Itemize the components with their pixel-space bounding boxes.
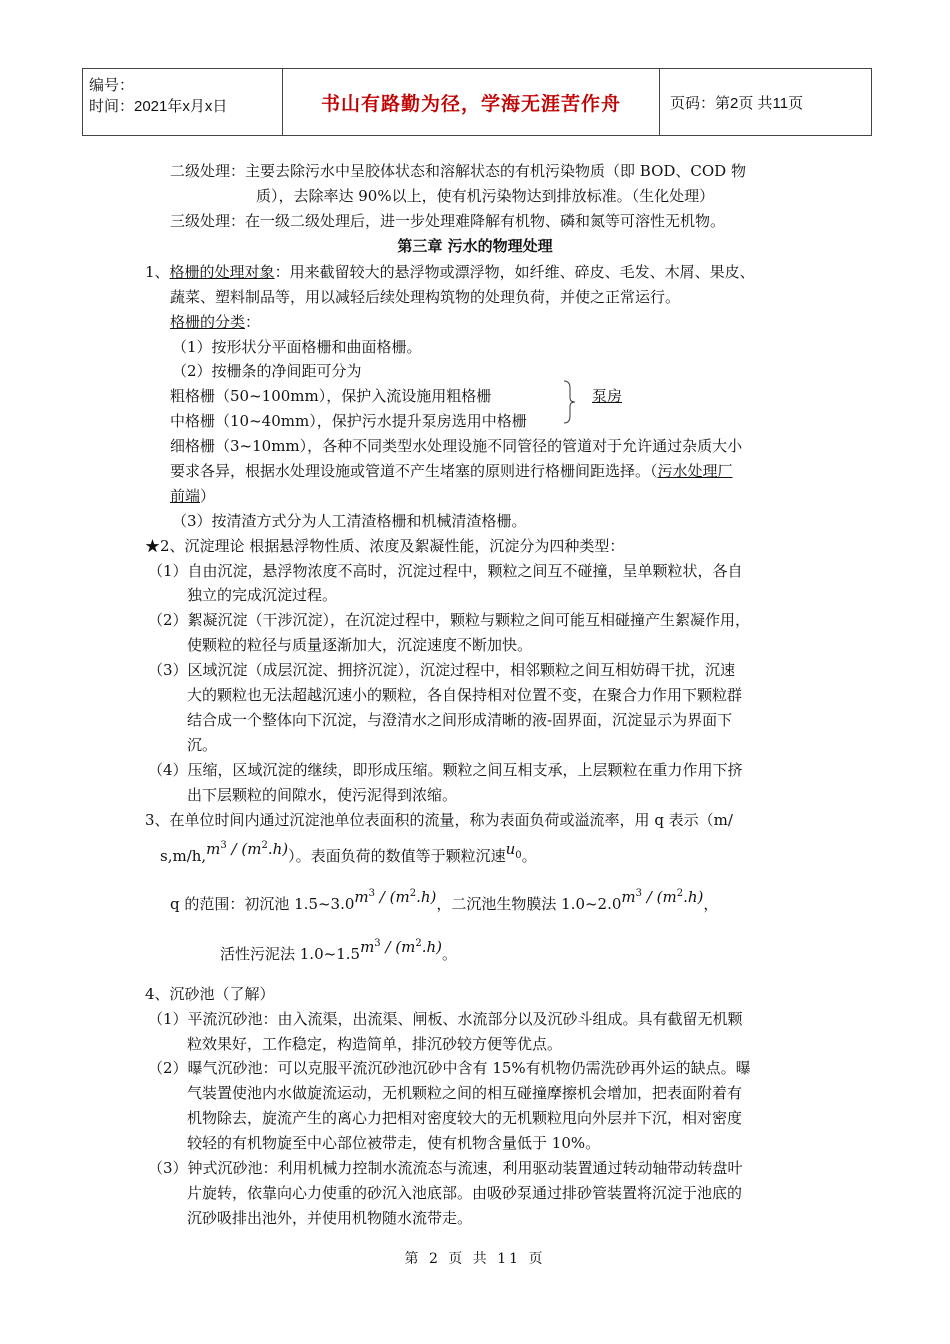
- para-line: （2）按栅条的净间距可分为: [172, 362, 362, 380]
- u: u: [505, 840, 516, 858]
- h: .h): [421, 938, 442, 956]
- page-footer: 第 2 页 共 11 页: [404, 1251, 546, 1267]
- para-line: 中格栅（10~40mm），保护污水提升泵房选用中格栅: [170, 412, 527, 430]
- item-2-sedimentation: ★2、沉淀理论 根据悬浮物性质、浓度及絮凝性能，沉淀分为四种类型：: [145, 537, 625, 555]
- text: ，二沉池生物膜法 1.0~2.0: [436, 895, 622, 913]
- grille-classification: [170, 312, 260, 332]
- para-secondary-treatment: 二级处理：主要去除污水中呈胶体状态和溶解状态的有机污染物质（即 BOD、COD 物: [170, 162, 746, 180]
- item-text: ：用来截留较大的悬浮物或漂浮物，如纤维、碎皮、毛发、木屑、果皮、: [274, 263, 755, 281]
- text: 。: [521, 847, 537, 865]
- m: m: [354, 888, 369, 906]
- para-line: 粒效果好，工作稳定，构造简单，排沉砂较方便等优点。: [187, 1035, 563, 1053]
- para-line: （3）按清渣方式分为人工清渣格栅和机械清渣格栅。: [172, 512, 527, 530]
- pump-room-label: 泵房: [592, 387, 623, 405]
- para-line: 较轻的有机物旋至中心部位被带走，使有机物含量低于 10%。: [187, 1134, 601, 1152]
- grille-class-term: 格栅的分类: [170, 313, 246, 331]
- item-4-grit-chamber: 4、沉砂池（了解）: [145, 985, 275, 1003]
- para-line: （3）区域沉淀（成层沉淀、拥挤沉淀），沉淀过程中，相邻颗粒之间互相妨碍干扰，沉速: [148, 661, 736, 679]
- para-line: [170, 461, 733, 481]
- para-line: 气装置使池内水做旋流运动，无机颗粒之间的相互碰撞摩擦机会增加，把表面附着有: [187, 1084, 743, 1102]
- header-meta: [83, 69, 283, 135]
- underlined-term: 污水处理厂: [657, 462, 733, 480]
- h: .h): [267, 840, 289, 858]
- para-line: （2）絮凝沉淀（干涉沉淀），在沉淀过程中，颗粒与颗粒之间可能互相碰撞产生絮凝作用，: [148, 611, 751, 629]
- unit-formula: $m^3 / (m^2.h)$: [621, 888, 704, 906]
- slash: / (m: [226, 840, 262, 858]
- m: m: [621, 888, 636, 906]
- surface-load-units: [160, 840, 537, 873]
- slash: / (m: [380, 938, 416, 956]
- text: s,m/h,: [160, 847, 207, 865]
- para-line: （1）按形状分平面格栅和曲面格栅。: [172, 338, 422, 356]
- m: m: [360, 938, 375, 956]
- para-line: 蔬菜、塑料制品等，用以减轻后续处理构筑物的处理负荷，并使之正常运行。: [170, 288, 681, 306]
- item-1-grille: [145, 262, 755, 282]
- settling-velocity-symbol: [505, 840, 522, 861]
- para-line: 沉砂吸排出池外，并使用机物随水流带走。: [187, 1209, 473, 1227]
- unit-formula: $m^3 / (m^2.h)$: [360, 938, 442, 956]
- q-range: [170, 888, 719, 914]
- para-line: 结合成一个整体向下沉淀，与澄清水之间形成清晰的液-固界面，沉淀显示为界面下: [187, 711, 733, 729]
- colon: ：: [245, 313, 261, 331]
- slash: / (m: [375, 888, 410, 906]
- time-label: 时间：2021年x月x日: [89, 98, 228, 115]
- text: ）: [200, 487, 216, 505]
- para-line: （1）自由沉淀，悬浮物浓度不高时，沉淀过程中，颗粒之间互不碰撞，呈单颗粒状，各自: [148, 562, 743, 580]
- slash: / (m: [642, 888, 677, 906]
- text: ）。表面负荷的数值等于颗粒沉速: [288, 847, 506, 865]
- para-line: 独立的完成沉淀过程。: [187, 586, 338, 604]
- page-header: [82, 68, 872, 136]
- h: .h): [683, 888, 704, 906]
- header-motto: 书山有路勤为径，学海无涯苦作舟: [283, 69, 660, 135]
- para-line: 片旋转，依靠向心力使重的砂沉入池底部。由吸砂泵通过排砂管装置将沉淀于池底的: [187, 1184, 743, 1202]
- h: .h): [416, 888, 437, 906]
- text: q 的范围：初沉池 1.5~3.0: [170, 895, 355, 913]
- para-line: 质），去除率达 90%以上，使有机污染物达到排放标准。（生化处理）: [256, 187, 715, 205]
- activated-sludge-range: [220, 938, 458, 964]
- brace-icon: [562, 380, 576, 424]
- item-3-surface-load: 3、在单位时间内通过沉淀池单位表面积的流量，称为表面负荷或溢流率，用 q 表示（m/: [145, 811, 733, 829]
- para-line: 细格栅（3~10mm），各种不同类型水处理设施不同管径的管道对于允许通过杂质大小: [170, 437, 743, 455]
- unit-formula: $m^3 / (m^2.h)$: [354, 888, 437, 906]
- para-line: （1）平流沉砂池：由入流渠，出流渠、闸板、水流部分以及沉砂斗组成。具有截留无机颗: [148, 1010, 743, 1028]
- para-line: 使颗粒的粒径与质量逐渐加大，沉淀速度不断加快。: [187, 636, 533, 654]
- chapter-title: 第三章 污水的物理处理: [397, 237, 553, 255]
- para-line: （2）曝气沉砂池：可以克服平流沉砂池沉砂中含有 15%有机物仍需洗砂再外运的缺点。曝: [148, 1059, 751, 1077]
- para-line: 大的颗粒也无法超越沉速小的颗粒，各自保持相对位置不变，在聚合力作用下颗粒群: [187, 686, 743, 704]
- item-number: 1、: [145, 263, 170, 281]
- sub: 0: [515, 850, 522, 861]
- para-line: （4）压缩，区域沉淀的继续，即形成压缩。颗粒之间互相支承，上层颗粒在重力作用下挤: [148, 761, 743, 779]
- para-tertiary-treatment: 三级处理：在一级二级处理后，进一步处理难降解有机物、磷和氮等可溶性无机物。: [170, 212, 726, 230]
- text: ，: [703, 895, 719, 913]
- para-line: 粗格栅（50~100mm），保护入流设施用粗格栅: [170, 387, 492, 405]
- text: 活性污泥法 1.0~1.5: [220, 945, 361, 963]
- grille-object-term: 格栅的处理对象: [169, 263, 275, 281]
- text: 要求各异，根据水处理设施或管道不产生堵塞的原则进行格栅间距选择。（: [170, 462, 658, 480]
- para-line: 出下层颗粒的间隙水，使污泥得到浓缩。: [187, 786, 458, 804]
- para-line: [170, 486, 215, 506]
- para-line: 沉。: [187, 736, 218, 754]
- para-line: （3）钟式沉砂池：利用机械力控制水流流态与流速，利用驱动装置通过转动轴带动转盘叶: [148, 1159, 743, 1177]
- text: 。: [442, 945, 458, 963]
- underlined-term: 前端: [170, 487, 201, 505]
- m: m: [206, 840, 221, 858]
- para-line: 机物除去，旋流产生的离心力把相对密度较大的无机颗粒甩向外层并下沉，相对密度: [187, 1109, 743, 1127]
- header-page-info: 页码：第2页 共11页: [670, 94, 804, 112]
- unit-formula: $m^3 / (m^2.h)$: [206, 840, 289, 858]
- number-label: 编号：: [89, 77, 135, 94]
